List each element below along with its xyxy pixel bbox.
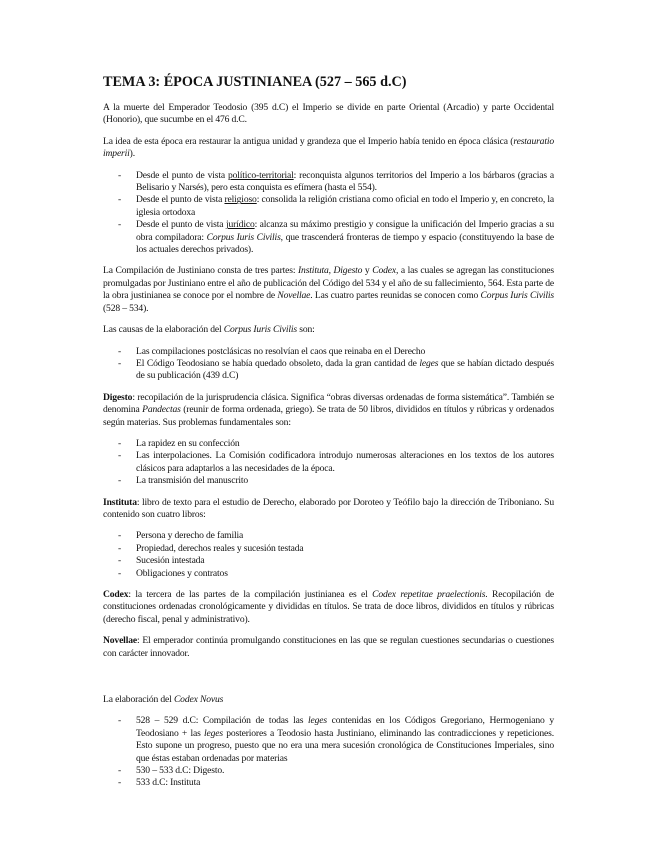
list-item: - Obligaciones y contratos [103,568,554,580]
list-causes [103,346,554,383]
list-item: - 528 – 529 d.C: Compilación de todas las leges contenidas en los Códigos Gregoriano, Hermogeniano y Teodosiano + las leges posteriores a Teodosio hasta Justiniano, eliminando las contradicciones y repeticiones. Esto supone un progreso, puesto que no era una mera sucesión cronológica de Constituciones Imperiales, sino que éstas estaban ordenadas por materias [103,715,554,765]
list-item: - Persona y derecho de familia [103,530,554,542]
paragraph-instituta: Instituta: libro de texto para el estudio de Derecho, elaborado por Doroteo y Teófilo bajo la dirección de Triboniano. Su contenido son cuatro libros: [103,496,554,520]
paragraph-codex: Codex: la tercera de las partes de la compilación justinianea es el Codex repetitae praelectionis. Recopilación de constituciones ordenadas cronológicamente y divididas en títulos. Se trata de doce libros, divididos en títulos y rúbricas (derecho fiscal, penal y administrativo). [103,589,554,625]
list-item: - 533 d.C: Instituta [103,777,554,789]
page-title: TEMA 3: ÉPOCA JUSTINIANEA (527 – 565 d.C) [103,74,407,90]
list-item: - 530 – 533 d.C: Digesto. [103,765,554,777]
list-books [103,530,554,580]
paragraph-causes: Las causas de la elaboración del Corpus Iuris Civilis son: [103,324,315,336]
list-item: - Las compilaciones postclásicas no resolvían el caos que reinaba en el Derecho [103,346,554,358]
paragraph-idea: La idea de esta época era restaurar la antigua unidad y grandeza que el Imperio había tenido en época clásica (restauratio imperii). [103,135,554,160]
list-item: - Desde el punto de vista jurídico: alcanza su máximo prestigio y consigue la unificación del Imperio gracias a su obra compiladora: Corpus Iuris Civilis, que trascenderá fronteras de tiempo y espacio (constituyendo la base de los actuales derechos privados). [103,219,554,256]
list-points-of-view [103,170,554,257]
paragraph-digesto: Digesto: recopilación de la jurisprudencia clásica. Significa “obras diversas ordenadas de forma sistemática”. También se denomina Pandectas (reunir de forma ordenada, griego). Se trata de 50 libros, divididos en títulos y rúbricas y ordenados según materias. Sus problemas fundamentales son: [103,391,554,428]
list-codex-novus [103,715,554,789]
list-item: - Sucesión intestada [103,555,554,567]
paragraph-codex-novus: La elaboración del Codex Novus [103,694,224,706]
document-body [103,74,554,799]
list-item: - Las interpolaciones. La Comisión codificadora introdujo numerosas alteraciones en los textos de los autores clásicos para adaptarlos a las necesidades de la época. [103,450,554,475]
list-item: - Desde el punto de vista político-territorial: reconquista algunos territorios del Imperio a los bárbaros (gracias a Belisario y Narsés), pero esta conquista es efímera (hasta el 554). [103,170,554,195]
list-item: - La transmisión del manuscrito [103,475,554,487]
list-item: - Desde el punto de vista religioso: consolida la religión cristiana como oficial en todo el Imperio y, en concreto, la iglesia ortodoxa [103,194,554,219]
paragraph-novellae: Novellae: El emperador continúa promulgando constituciones en las que se regulan cuestiones secundarias o cuestiones con carácter innovador. [103,635,554,659]
paragraph-compilation: La Compilación de Justiniano consta de tres partes: Instituta, Digesto y Codex, a las cuales se agregan las constituciones promulgadas por Justiniano entre el año de publicación del Código del 534 y el año de su fallecimiento, 564. Esta parte de la obra justinianea se conoce por el nombre de Novellae. Las cuatro partes reunidas se conocen como Corpus Iuris Civilis (528 – 534). [103,265,555,314]
list-item: - Propiedad, derechos reales y sucesión testada [103,543,554,555]
list-item: - El Código Teodosiano se había quedado obsoleto, dada la gran cantidad de leges que se habían dictado después de su publicación (439 d.C) [103,358,554,383]
list-item: - La rapidez en su confección [103,438,554,450]
spacer [103,669,554,694]
paragraph-intro: A la muerte del Emperador Teodosio (395 d.C) el Imperio se divide en parte Oriental (Arcadio) y parte Occidental (Honorio), que sucumbe en el 476 d.C. [103,102,554,126]
list-problems [103,438,554,488]
